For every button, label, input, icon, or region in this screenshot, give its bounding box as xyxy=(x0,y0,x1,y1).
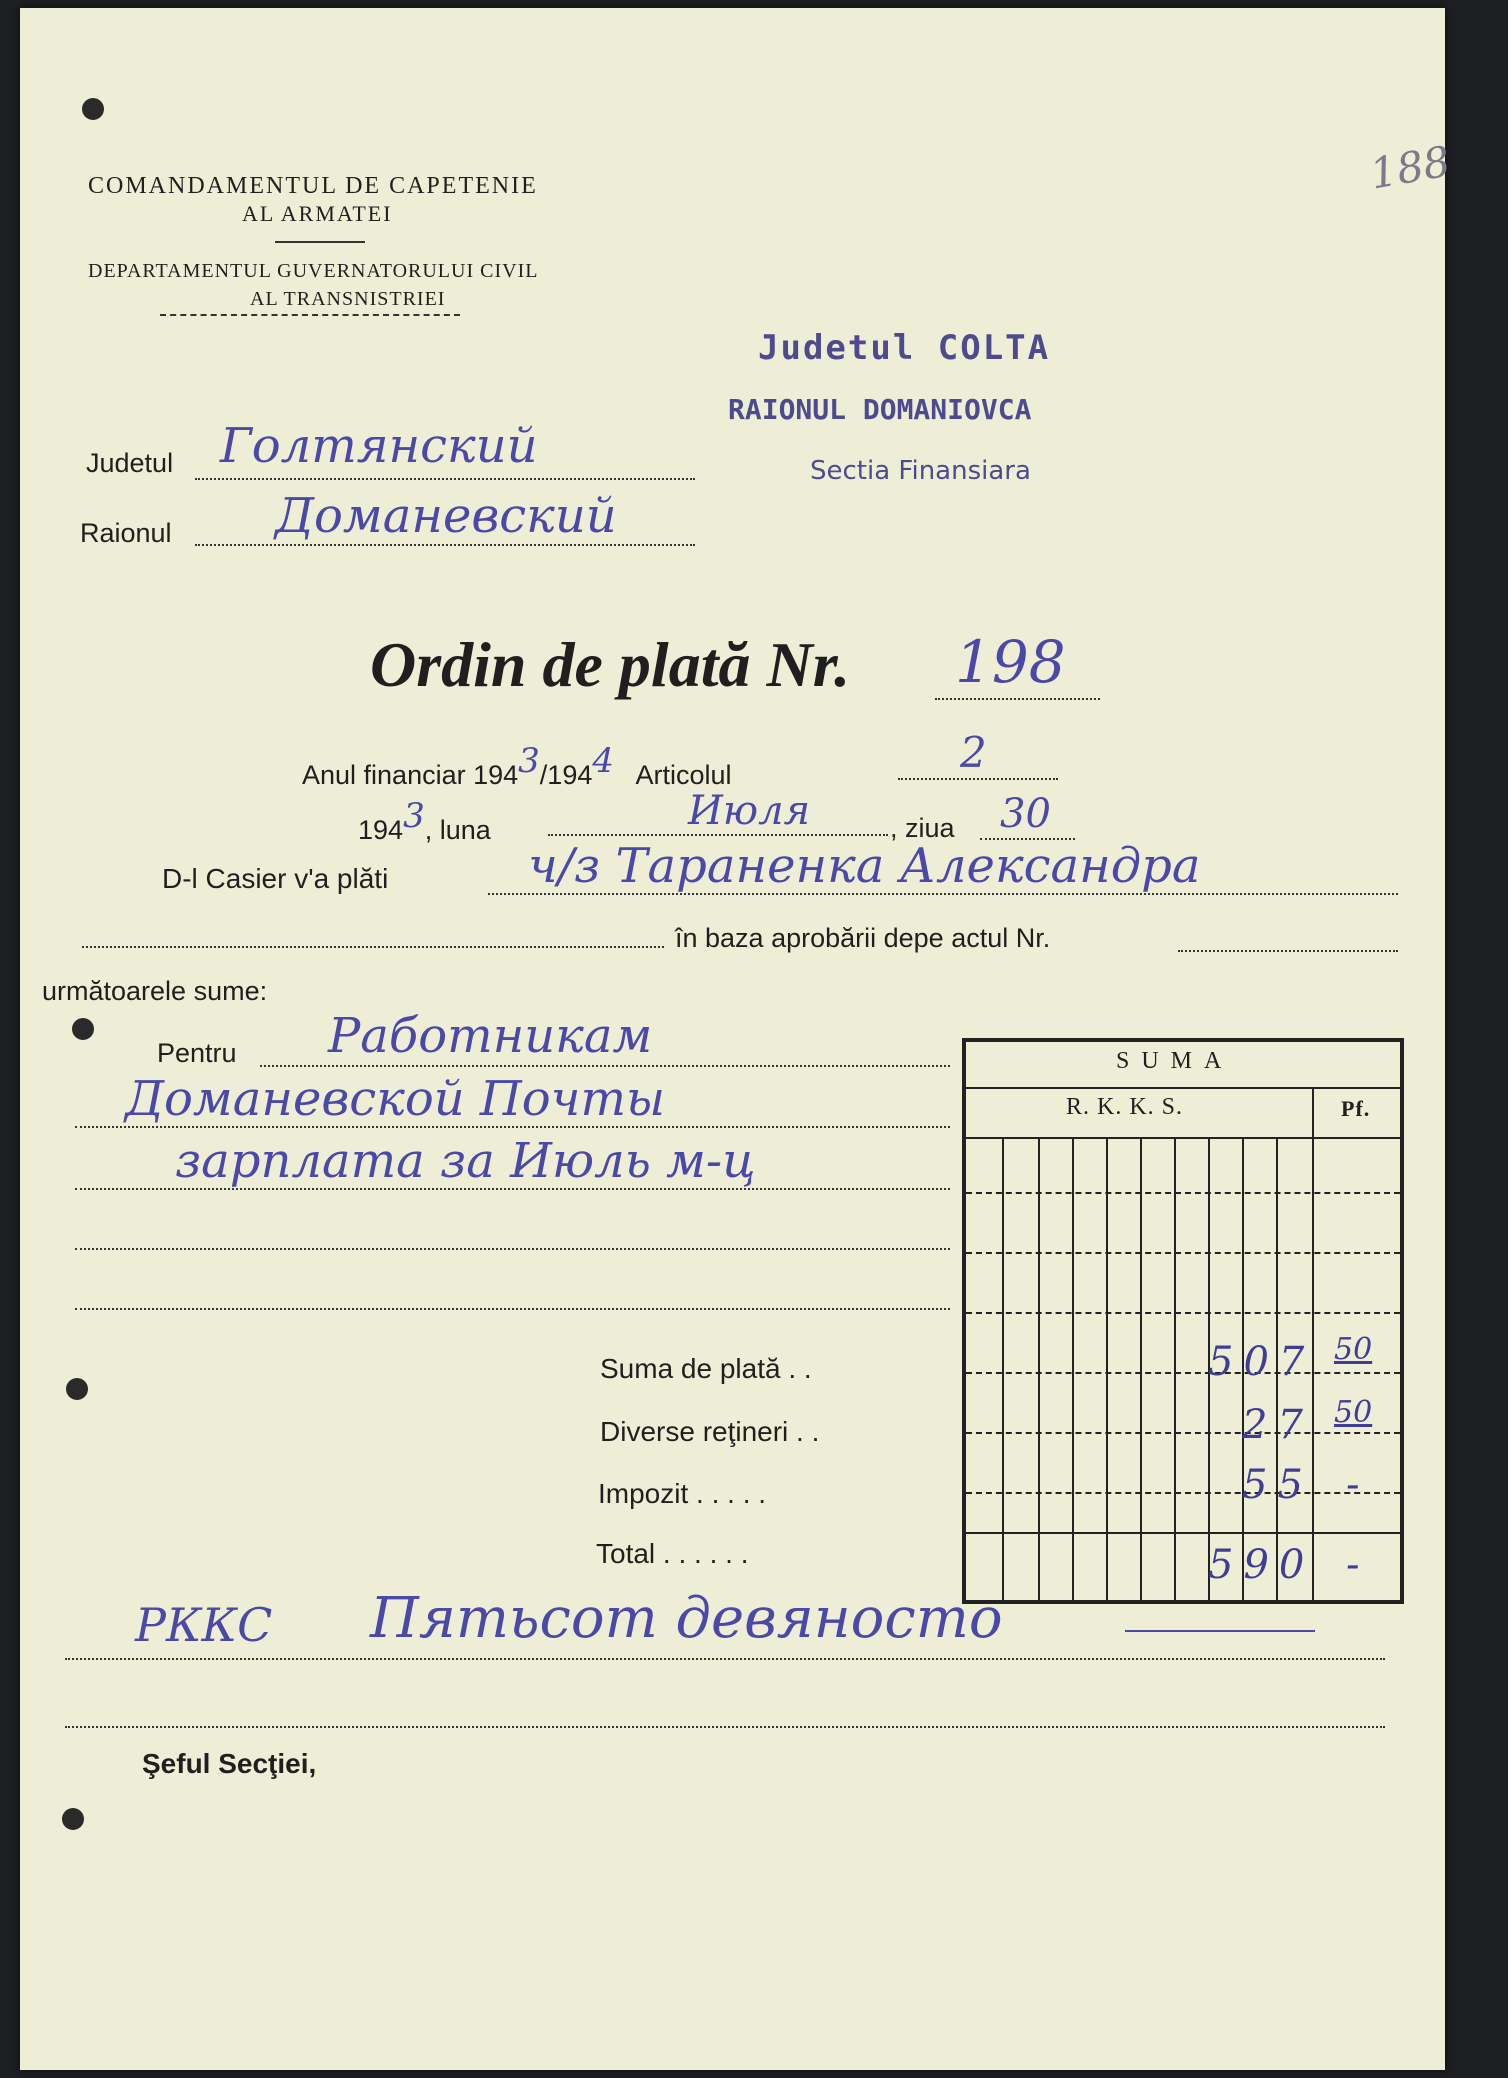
judetul-label: Judetul xyxy=(86,448,174,478)
row-label-suma: Suma de plată . . xyxy=(600,1353,812,1384)
articol-line xyxy=(898,778,1058,780)
punch-hole-1 xyxy=(82,98,104,120)
header-line-1: COMANDAMENTUL DE CAPETENIE xyxy=(88,173,538,199)
date-year xyxy=(358,796,491,848)
luna-value: Июля xyxy=(688,788,811,834)
luna-label: , luna xyxy=(424,815,491,845)
table-hline xyxy=(966,1087,1400,1089)
pentru-line-1 xyxy=(260,1065,950,1067)
pentru-label: Pentru xyxy=(157,1038,237,1068)
row-label-retineri: Diverse reţineri . . xyxy=(600,1416,820,1447)
ziua-label: , ziua xyxy=(890,813,955,843)
rkks-header: R. K. K. S. xyxy=(1066,1094,1184,1120)
suma-pf: 50 xyxy=(1334,1332,1373,1367)
an-year2-digit: 4 xyxy=(592,741,614,781)
title-number-line xyxy=(935,698,1100,700)
pf-header: Pf. xyxy=(1341,1096,1371,1121)
table-vline xyxy=(1038,1137,1040,1600)
suma-table xyxy=(962,1038,1404,1604)
title-number: 198 xyxy=(955,628,1066,696)
title-text: Ordin de plată Nr. xyxy=(370,629,851,700)
payment-order-document xyxy=(20,8,1454,2070)
luna-line xyxy=(548,834,888,836)
aprobare-label: în baza aprobării depe actul Nr. xyxy=(675,923,1051,953)
an-sep: /194 xyxy=(539,760,593,790)
an-financiar-label: Anul financiar 194 xyxy=(302,760,519,790)
table-vline xyxy=(1072,1137,1074,1600)
sef-sectie-label: Şeful Secţiei, xyxy=(142,1748,317,1779)
an-year1-digit: 3 xyxy=(518,741,540,781)
raionul-line xyxy=(195,544,695,546)
casier-line-2 xyxy=(82,946,664,948)
document-title xyxy=(370,628,850,702)
amount-words-dash xyxy=(1125,1630,1315,1632)
table-vline xyxy=(1140,1137,1142,1600)
header-underline xyxy=(160,314,460,316)
total-pf: - xyxy=(1346,1542,1360,1588)
table-hline xyxy=(966,1192,1400,1194)
pentru-value-1: Работникам xyxy=(328,1008,653,1064)
raionul-value: Доманевский xyxy=(275,488,617,544)
impozit-pf: - xyxy=(1346,1462,1360,1508)
archive-page-number: 188 xyxy=(1366,136,1454,199)
urmatoarele-sume: următoarele sume: xyxy=(42,976,268,1006)
table-hline xyxy=(966,1532,1400,1534)
punch-hole-4 xyxy=(62,1808,84,1830)
judetul-line xyxy=(195,478,695,480)
impozit-rkks: 55 xyxy=(1242,1462,1313,1508)
row-label-total: Total . . . . . . xyxy=(596,1538,749,1569)
header-line-4: AL TRANSNISTRIEI xyxy=(250,288,446,310)
row-label-impozit: Impozit . . . . . xyxy=(598,1478,767,1509)
retineri-pf: 50 xyxy=(1334,1395,1373,1430)
amount-words-line xyxy=(65,1658,1385,1660)
pentru-line-5 xyxy=(75,1308,950,1310)
casier-value: ч/з Тараненка Александра xyxy=(528,838,1201,894)
stamp-raion: RAIONUL DOMANIOVCA xyxy=(728,393,1032,426)
table-vline xyxy=(1002,1137,1004,1600)
table-vline xyxy=(1106,1137,1108,1600)
retineri-rkks: 27 xyxy=(1242,1402,1313,1448)
suma-header: SUMA xyxy=(1116,1048,1234,1074)
pentru-line-4 xyxy=(75,1248,950,1250)
table-hline xyxy=(966,1312,1400,1314)
amount-words-value: Пятьсот девяносто xyxy=(370,1586,1003,1651)
articol-label: Articolul xyxy=(635,760,732,790)
header-divider xyxy=(275,241,365,243)
amount-words-currency: РККС xyxy=(135,1598,273,1652)
date-year-digit: 3 xyxy=(403,796,425,836)
ziua-value: 30 xyxy=(1000,791,1051,837)
header-line-2: AL ARMATEI xyxy=(242,201,393,226)
table-vline xyxy=(1174,1137,1176,1600)
suma-rkks: 507 xyxy=(1208,1339,1315,1385)
raionul-label: Raionul xyxy=(80,518,172,548)
total-rkks: 590 xyxy=(1208,1542,1315,1588)
stamp-judet: Judetul COLTA xyxy=(758,328,1051,368)
table-hline xyxy=(966,1252,1400,1254)
judetul-value: Голтянский xyxy=(220,418,538,474)
punch-hole-2 xyxy=(72,1018,94,1040)
casier-label: D-l Casier v'a plăti xyxy=(162,863,389,894)
an-financiar-row xyxy=(302,741,732,793)
articol-value: 2 xyxy=(960,728,987,777)
aprobare-line xyxy=(1178,950,1398,952)
date-year-prefix: 194 xyxy=(358,815,404,845)
pentru-value-2: Доманевской Почты xyxy=(125,1071,666,1127)
table-hline xyxy=(966,1432,1400,1434)
amount-words-line-2 xyxy=(65,1726,1385,1728)
pentru-value-3: зарплата за Июль м-ц xyxy=(175,1133,756,1189)
table-hline xyxy=(966,1372,1400,1374)
stamp-sectia: Sectia Finansiara xyxy=(810,456,1031,486)
punch-hole-3 xyxy=(66,1378,88,1400)
table-hline xyxy=(966,1137,1400,1139)
header-line-3: DEPARTAMENTUL GUVERNATORULUI CIVIL xyxy=(88,260,539,282)
table-hline xyxy=(966,1492,1400,1494)
